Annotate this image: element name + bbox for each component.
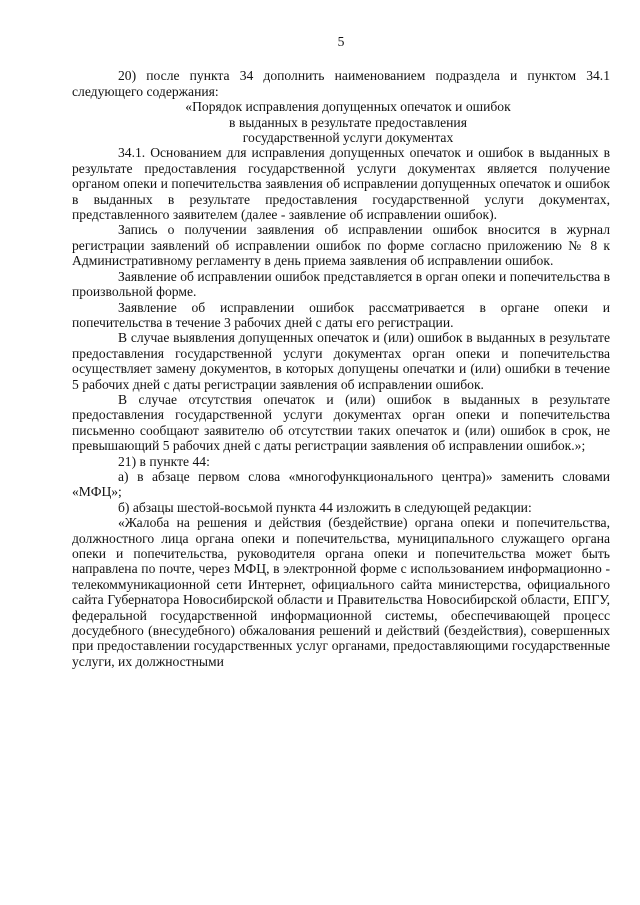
subsection-title-line-2: в выданных в результате предоставления: [229, 114, 467, 130]
page-number: 5: [337, 34, 345, 49]
paragraph-review-term: Заявление об исправлении ошибок рассматривается в органе опеки и попечительства в течение 3 рабочих дней с даты его регистрации.: [72, 299, 610, 330]
paragraph-free-form: Заявление об исправлении ошибок представляется в орган опеки и попечительства в произвольной форме.: [72, 268, 610, 300]
subsection-title: [72, 99, 610, 145]
paragraph-errors-found: В случае выявления допущенных опечаток и (или) ошибок в выданных в результате предоставления государственной услуги документах орган опеки и попечительства осуществляет замену документов, в которых допущены опечатки и (или) ошибки в течение 5 рабочих дней с даты регистрации заявления об исправлении ошибок.: [72, 330, 610, 392]
document-page: [72, 34, 610, 669]
paragraph-no-errors: В случае отсутствия опечаток и (или) ошибок в выданных в результате предоставления государственной услуги документах орган опеки и попечительства письменно сообщают заявителю об отсутствии таких опечаток и (или) ошибок в срок, не превышающий 5 рабочих дней с даты регистрации заявления об исправлении ошибок.»;: [72, 391, 610, 454]
paragraph-complaint: «Жалоба на решения и действия (бездействие) органа опеки и попечительства, должностного лица органа опеки и попечительства, муниципального служащего органа опеки и попечительства, руководителя органа опеки и попечительства может быть направлена по почте, через МФЦ, в электронной форме с использованием информационно - телекоммуникационной сети Интернет, официального сайта министерства, официального сайта Губернатора Новосибирской области и Правительства Новосибирской области, ЕПГУ, федеральной государственной информационной системы, обеспечивающей процесс досудебного (внесудебного) обжалования решений и действий (бездействия), совершенных при предоставлении государственных услуг органами, предоставляющими государственные услуги, их должностными: [72, 515, 610, 669]
paragraph-item-21: 21) в пункте 44:: [118, 453, 210, 469]
amendment-intro: 20) после пункта 34 дополнить наименованием подраздела и пунктом 34.1 следующего содержания:: [72, 68, 610, 99]
subsection-title-line-1: «Порядок исправления допущенных опечаток и ошибок: [185, 99, 511, 115]
paragraph-journal-record: Запись о получении заявления об исправлении ошибок вносится в журнал регистрации заявлений об исправлении ошибок по форме согласно приложению № 8 к Административному регламенту в день приема заявления об исправлении ошибок.: [72, 222, 610, 269]
paragraph-item-21-b: б) абзацы шестой-восьмой пункта 44 изложить в следующей редакции:: [118, 499, 532, 515]
subsection-title-line-3: государственной услуги документах: [242, 130, 454, 146]
paragraph-34-1: 34.1. Основанием для исправления допущенных опечаток и ошибок в выданных в результате предоставления государственной услуги документах является получение органом опеки и попечительства заявления об исправлении допущенных опечаток и ошибок в выданных в результате предоставления государственной услуги документах, представленного заявителем (далее - заявление об исправлении ошибок).: [72, 145, 610, 223]
paragraph-item-21-a: а) в абзаце первом слова «многофункционального центра)» заменить словами «МФЦ»;: [72, 468, 610, 500]
